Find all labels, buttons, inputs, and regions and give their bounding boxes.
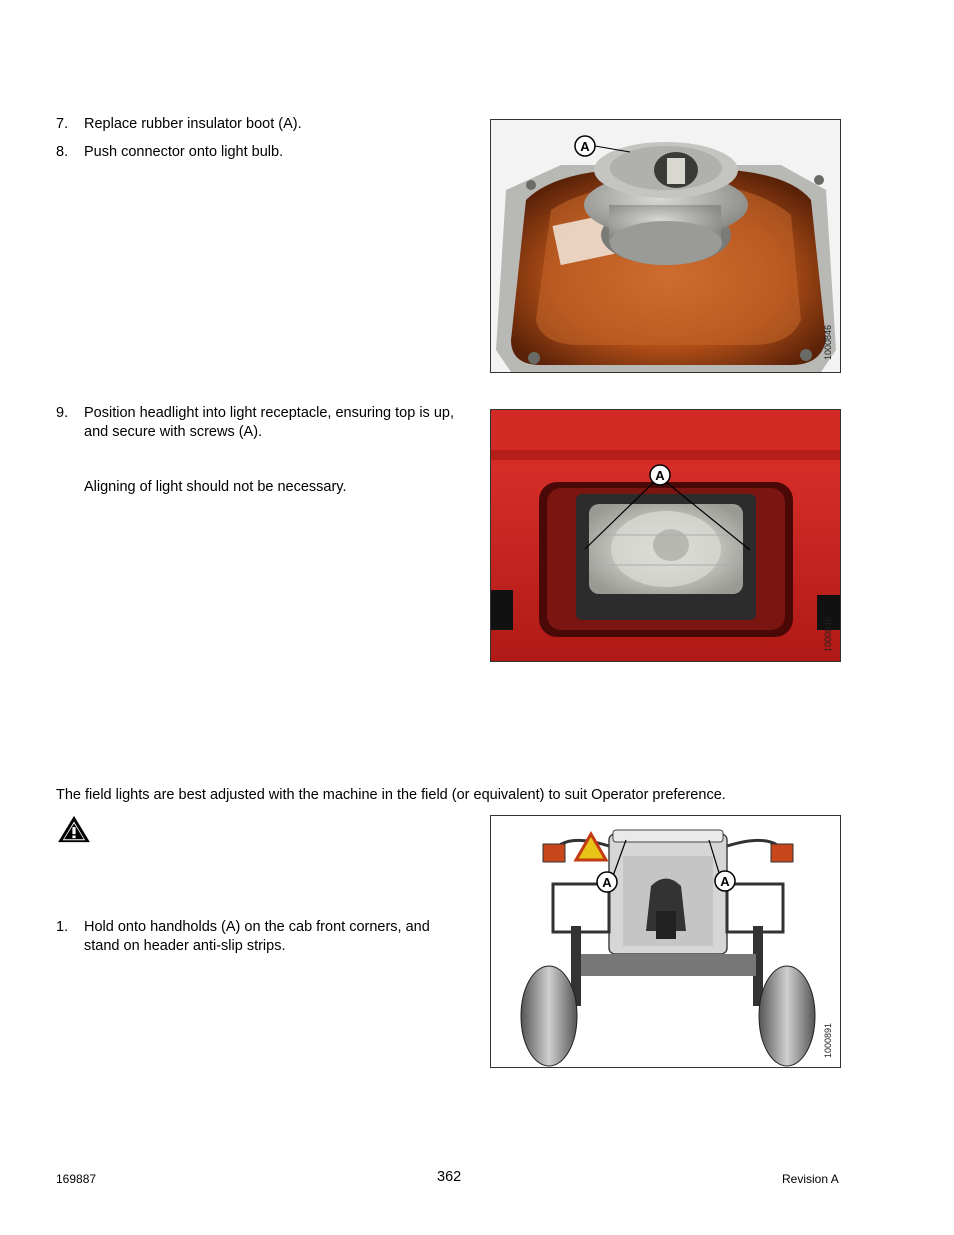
callout-a: A	[580, 139, 590, 154]
warning-triangle-icon	[56, 815, 92, 843]
callout-a-left: A	[602, 875, 612, 890]
figure-headlight-installed	[490, 409, 841, 662]
figure-id: 1000846	[823, 324, 833, 360]
callout-a: A	[655, 468, 665, 483]
note-text: Aligning of light should not be necessary.	[84, 479, 347, 495]
footer-doc-number: 169887	[56, 1172, 97, 1186]
figure-id: 1000891	[823, 1022, 833, 1058]
intro-paragraph: The field lights are best adjusted with the machine in the field (or equivalent) to suit Operator preference.	[56, 787, 726, 803]
footer-page-number: 362	[437, 1169, 462, 1185]
figure-insulator-boot	[490, 119, 841, 373]
figure-id: 1000845	[823, 616, 833, 652]
callout-a-right: A	[720, 874, 730, 889]
footer-revision: Revision A	[782, 1172, 839, 1186]
figure-cab-handholds	[490, 815, 841, 1068]
